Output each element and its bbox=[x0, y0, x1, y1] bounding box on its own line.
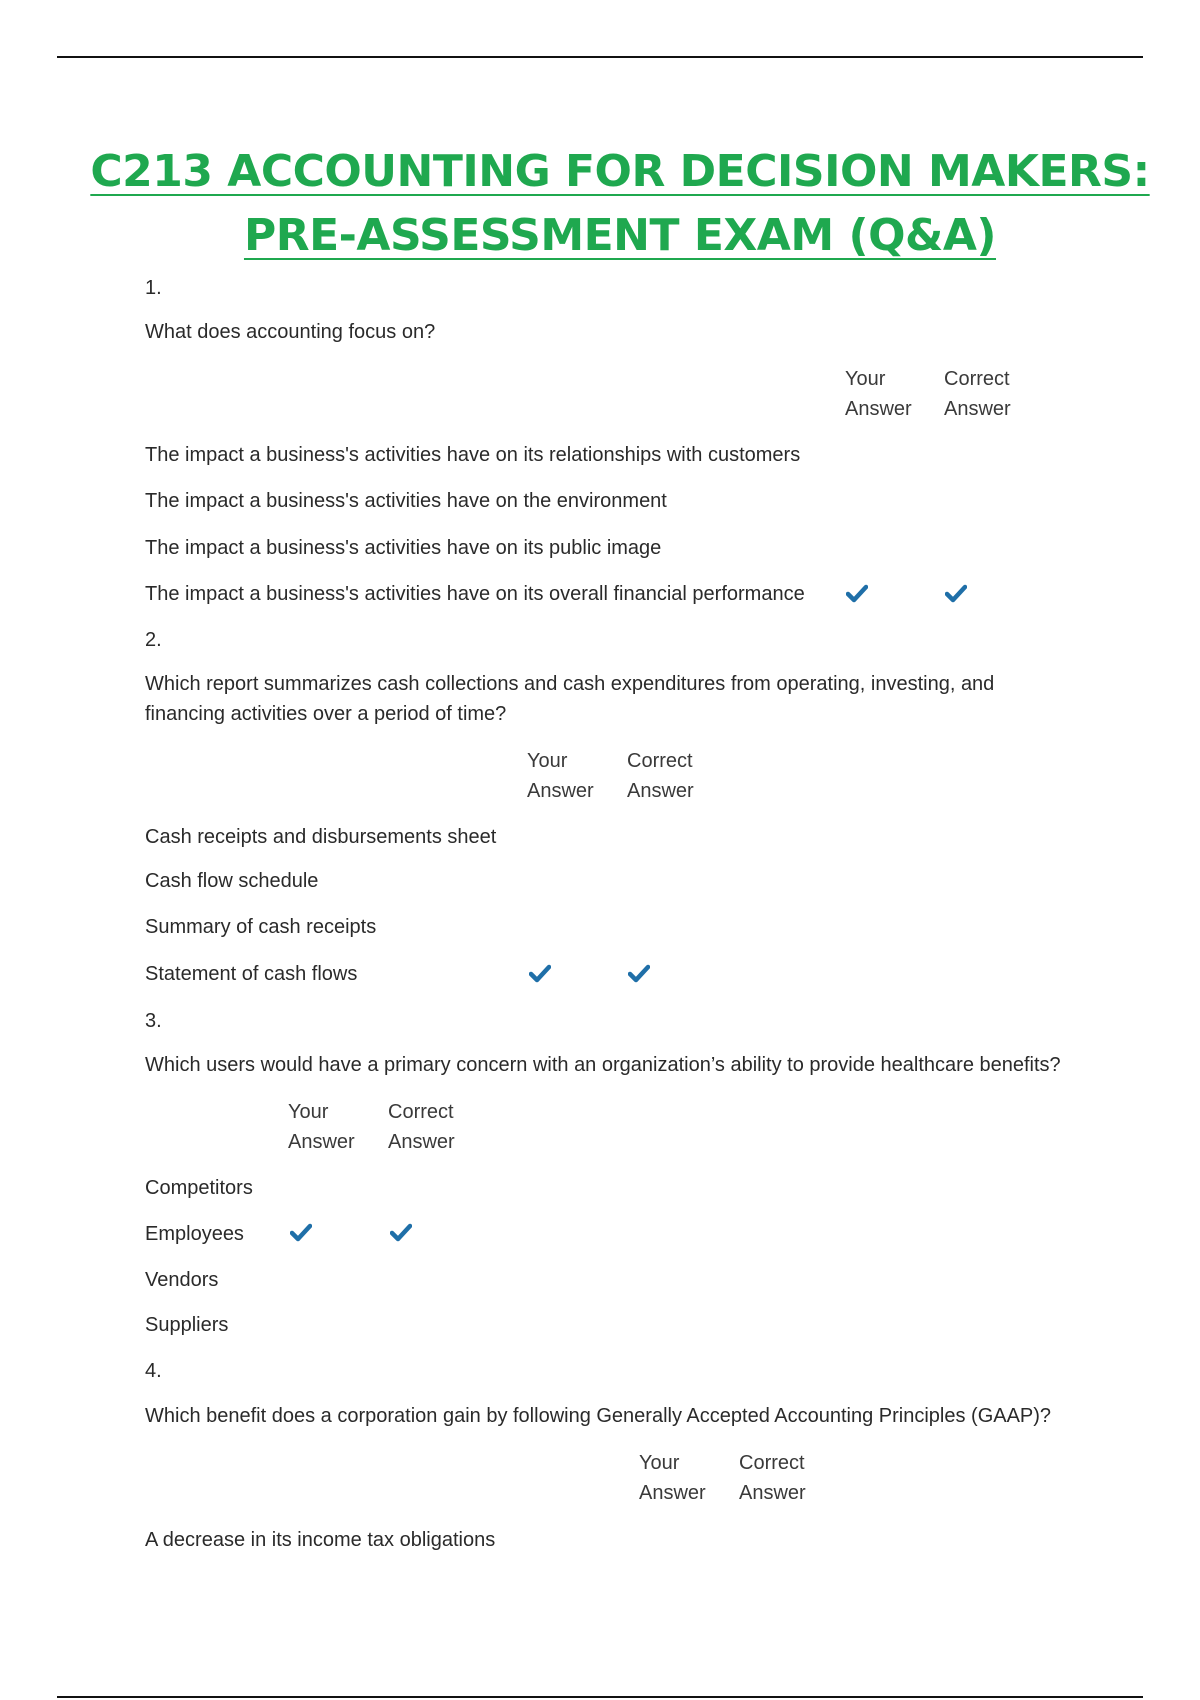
correct-answer-check-icon bbox=[390, 1222, 412, 1244]
your-answer-header: Your Answer bbox=[288, 1101, 355, 1153]
question-text: Which users would have a primary concern with an organization’s ability to provide healthcare benefits? bbox=[145, 1054, 1061, 1076]
correct-answer-header: Correct Answer bbox=[627, 750, 694, 802]
question-number: 3. bbox=[145, 1010, 162, 1032]
answer-option: Summary of cash receipts bbox=[145, 916, 377, 938]
question-number: 4. bbox=[145, 1360, 162, 1382]
page-title-line-1: C213 ACCOUNTING FOR DECISION MAKERS: bbox=[90, 146, 1150, 197]
answer-option: The impact a business's activities have on its overall financial performance bbox=[145, 583, 805, 605]
your-answer-header: Your Answer bbox=[639, 1452, 706, 1504]
answer-option: The impact a business's activities have on the environment bbox=[145, 490, 667, 512]
top-rule bbox=[57, 56, 1143, 58]
question-text: Which benefit does a corporation gain by following Generally Accepted Accounting Principles (GAAP)? bbox=[145, 1405, 1052, 1427]
correct-answer-header: Correct Answer bbox=[739, 1452, 806, 1504]
page-title-line-2: PRE-ASSESSMENT EXAM (Q&A) bbox=[243, 210, 997, 261]
your-answer-header: Your Answer bbox=[845, 368, 912, 420]
your-answer-check-icon bbox=[846, 583, 868, 605]
answer-option: The impact a business's activities have on its public image bbox=[145, 537, 662, 559]
your-answer-check-icon bbox=[290, 1222, 312, 1244]
question-text: Which report summarizes cash collections and cash expenditures from operating, investing, and financing activities over a period of time? bbox=[145, 673, 995, 725]
answer-option: Competitors bbox=[145, 1177, 253, 1199]
answer-option: Cash flow schedule bbox=[145, 870, 319, 892]
correct-answer-check-icon bbox=[945, 583, 967, 605]
correct-answer-header: Correct Answer bbox=[944, 368, 1011, 420]
answer-option: Vendors bbox=[145, 1269, 219, 1291]
bottom-rule bbox=[57, 1696, 1143, 1698]
answer-option: A decrease in its income tax obligations bbox=[145, 1529, 496, 1551]
answer-option: Suppliers bbox=[145, 1314, 229, 1336]
answer-option: The impact a business's activities have on its relationships with customers bbox=[145, 444, 801, 466]
answer-option: Statement of cash flows bbox=[145, 963, 358, 985]
answer-option: Employees bbox=[145, 1223, 244, 1245]
answer-option: Cash receipts and disbursements sheet bbox=[145, 826, 497, 848]
correct-answer-check-icon bbox=[628, 963, 650, 985]
question-number: 2. bbox=[145, 629, 162, 651]
question-number: 1. bbox=[145, 277, 162, 299]
correct-answer-header: Correct Answer bbox=[388, 1101, 455, 1153]
your-answer-check-icon bbox=[529, 963, 551, 985]
question-text: What does accounting focus on? bbox=[145, 321, 436, 343]
your-answer-header: Your Answer bbox=[527, 750, 594, 802]
